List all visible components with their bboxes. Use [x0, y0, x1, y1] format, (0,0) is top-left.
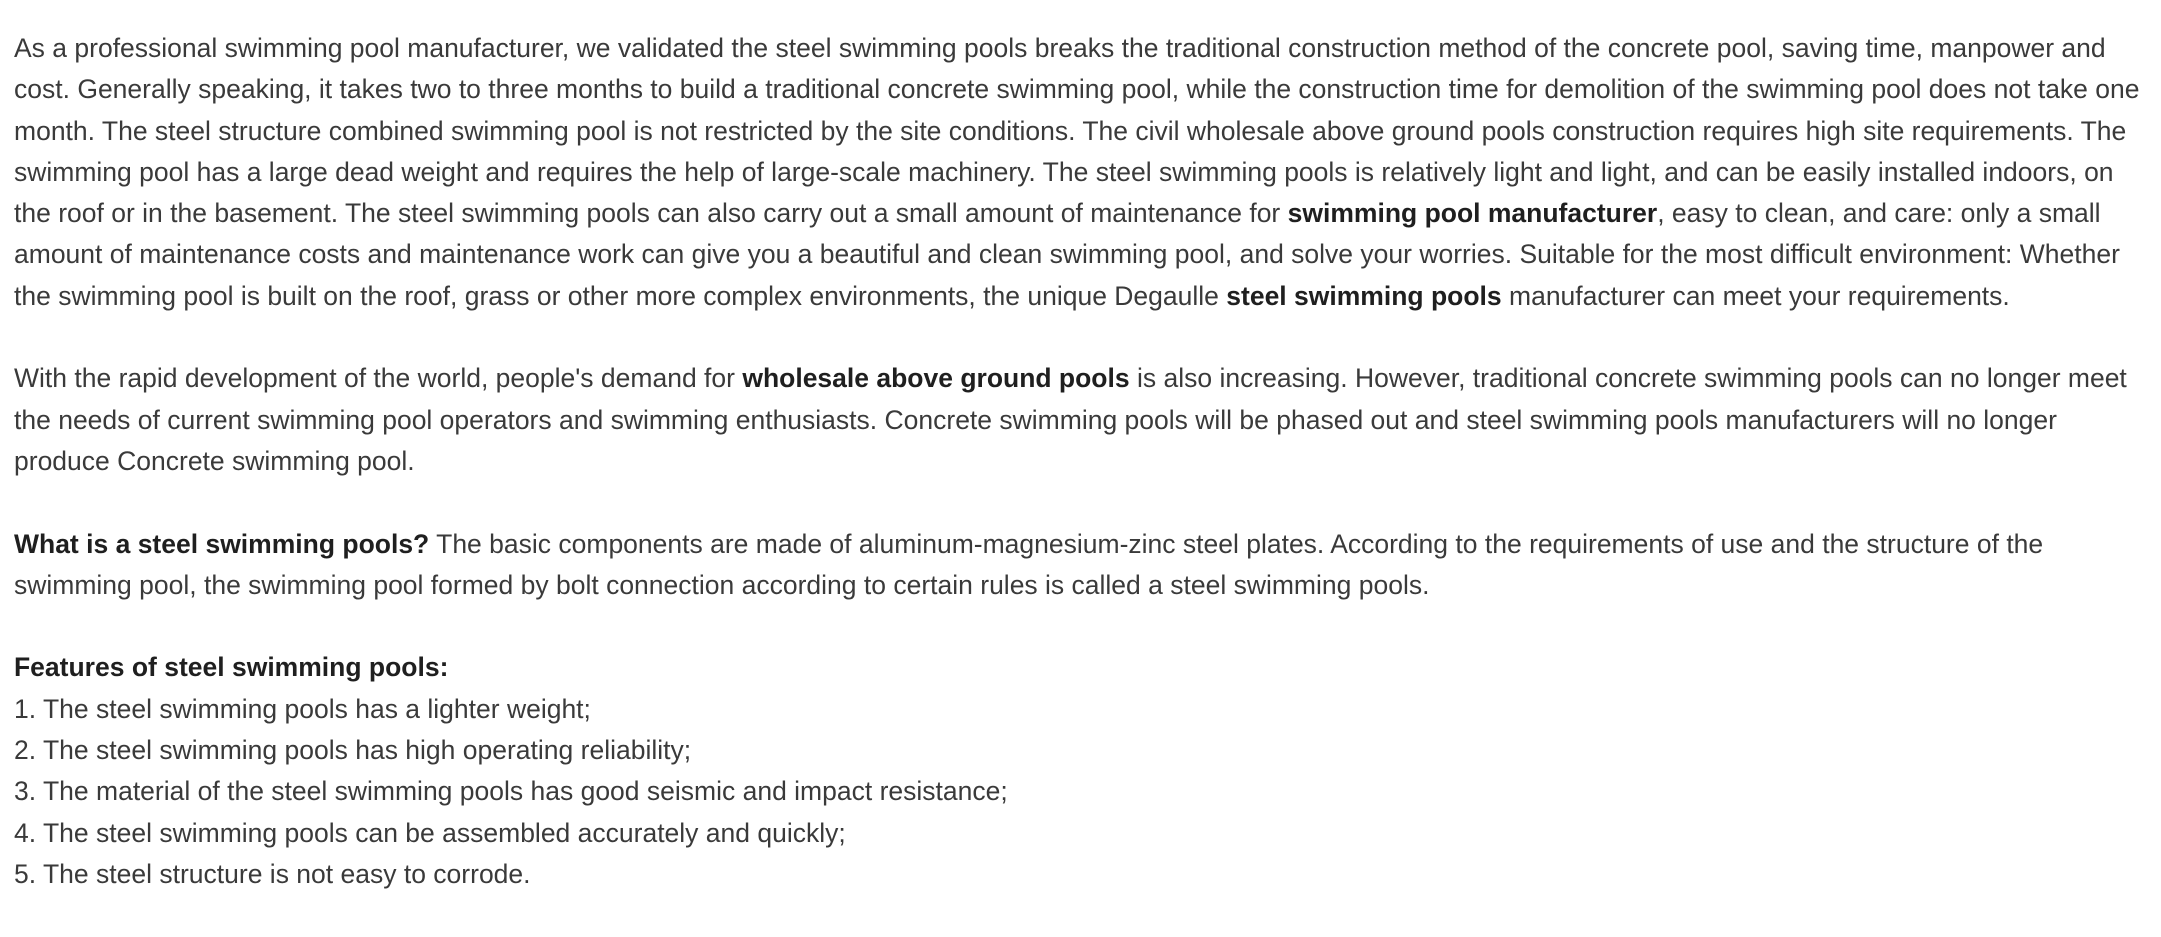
- paragraph-demand: [14, 358, 2150, 482]
- definition-heading: What is a steel swimming pools?: [14, 528, 430, 559]
- feature-item-3: 3. The material of the steel swimming pools has good seismic and impact resistance;: [14, 776, 1008, 807]
- features-list: [14, 689, 2150, 895]
- paragraph-intro: [14, 28, 2150, 317]
- paragraph-intro-text-2: , easy to clean, and care: only a small amount of maintenance costs and maintenance work can give you a beautiful and clean swimming pool, and solve your worries. Suitable for the most difficult environment: Whether the swimming pool is built on the roof, grass or other more complex environments, the unique Degaulle: [14, 198, 2120, 311]
- paragraph-definition: [14, 524, 2150, 607]
- feature-item-4: 4. The steel swimming pools can be assembled accurately and quickly;: [14, 817, 846, 848]
- paragraph-definition-text: The basic components are made of aluminum-magnesium-zinc steel plates. According to the requirements of use and the structure of the swimming pool, the swimming pool formed by bolt connection according to certain rules is called a steel swimming pools.: [14, 528, 2044, 600]
- paragraph-intro-text-1: As a professional swimming pool manufacturer, we validated the steel swimming pools breaks the traditional construction method of the concrete pool, saving time, manpower and cost. Generally speaking, it takes two to three months to build a traditional concrete swimming pool, while the construction time for demolition of the swimming pool does not take one month. The steel structure combined swimming pool is not restricted by the site conditions. The civil wholesale above ground pools construction requires high site requirements. The swimming pool has a large dead weight and requires the help of large-scale machinery. The steel swimming pools is relatively light and light, and can be easily installed indoors, on the roof or in the basement. The steel swimming pools can also carry out a small amount of maintenance for: [14, 33, 2140, 229]
- feature-item-5: 5. The steel structure is not easy to corrode.: [14, 858, 531, 889]
- paragraph-demand-text-2: is also increasing. However, traditional concrete swimming pools can no longer meet the needs of current swimming pool operators and swimming enthusiasts. Concrete swimming pools will be phased out and steel swimming pools manufacturers will no longer produce Concrete swimming pool.: [14, 363, 2127, 476]
- features-section: [14, 647, 2150, 895]
- feature-item-2: 2. The steel swimming pools has high operating reliability;: [14, 735, 692, 766]
- paragraph-demand-text-1: With the rapid development of the world, people's demand for: [14, 363, 743, 394]
- keyword-steel-swimming-pools: steel swimming pools: [1226, 280, 1502, 311]
- article-body: [14, 28, 2150, 895]
- keyword-swimming-pool-manufacturer: swimming pool manufacturer: [1287, 198, 1658, 229]
- keyword-wholesale-above-ground-pools: wholesale above ground pools: [742, 363, 1130, 394]
- features-title: Features of steel swimming pools:: [14, 652, 449, 683]
- paragraph-intro-text-3: manufacturer can meet your requirements.: [1501, 280, 2010, 311]
- feature-item-1: 1. The steel swimming pools has a lighter weight;: [14, 693, 591, 724]
